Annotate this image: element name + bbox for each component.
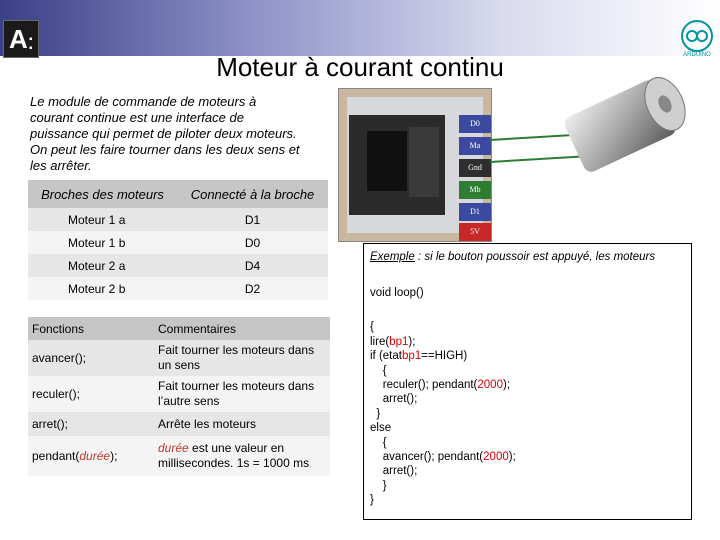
pin-label: 5V [459,223,491,241]
table-header: Fonctions [28,317,154,340]
table-row: arret(); Arrête les moteurs [28,412,330,436]
motor-driver-photo [338,88,492,242]
table-row: Moteur 1 a D1 [28,208,328,231]
table-header: Broches des moteurs [28,180,177,208]
header-banner [0,0,720,56]
table-row: Moteur 2 a D4 [28,254,328,277]
pin-label: D1 [459,203,491,221]
table-row: Moteur 1 b D0 [28,231,328,254]
code-line: void loop() [370,287,424,299]
pin-label: Ma [459,137,491,155]
functions-table [28,317,330,476]
table-row: Moteur 2 b D2 [28,277,328,300]
table-header: Commentaires [154,317,330,340]
code-block: { lire(bp1); if (etatbp1==HIGH) { reculer(); pendant(2000); arret(); } else { avancer(); pendant(2000); arret(); } } [370,321,516,507]
table-header: Connecté à la broche [177,180,328,208]
svg-text:ARDUINO: ARDUINO [683,52,711,58]
page-title: Moteur à courant continu [216,52,504,82]
table-row: avancer(); Fait tourner les moteurs dans un sens [28,340,330,376]
code-example-box [363,243,692,520]
motor-pin-table [28,180,328,300]
pin-label: Gnd [459,159,491,177]
table-row: pendant(durée); durée est une valeur en millisecondes. 1s = 1000 ms [28,436,330,476]
intro-paragraph: Le module de commande de moteurs à courant continue est une interface de puissance qui permet de piloter deux moteurs. On peut les faire tourner dans les deux sens et les arrêter. [30,94,300,173]
app-logo-icon: A ▪ ▪ [3,20,39,58]
example-text: Exemple : si le bouton poussoir est appuyé, les moteurs [370,251,656,263]
table-row: reculer(); Fait tourner les moteurs dans l’autre sens [28,376,330,412]
dc-motor-image [565,66,695,186]
pin-label: D0 [459,115,491,133]
pin-label: Mb [459,181,491,199]
